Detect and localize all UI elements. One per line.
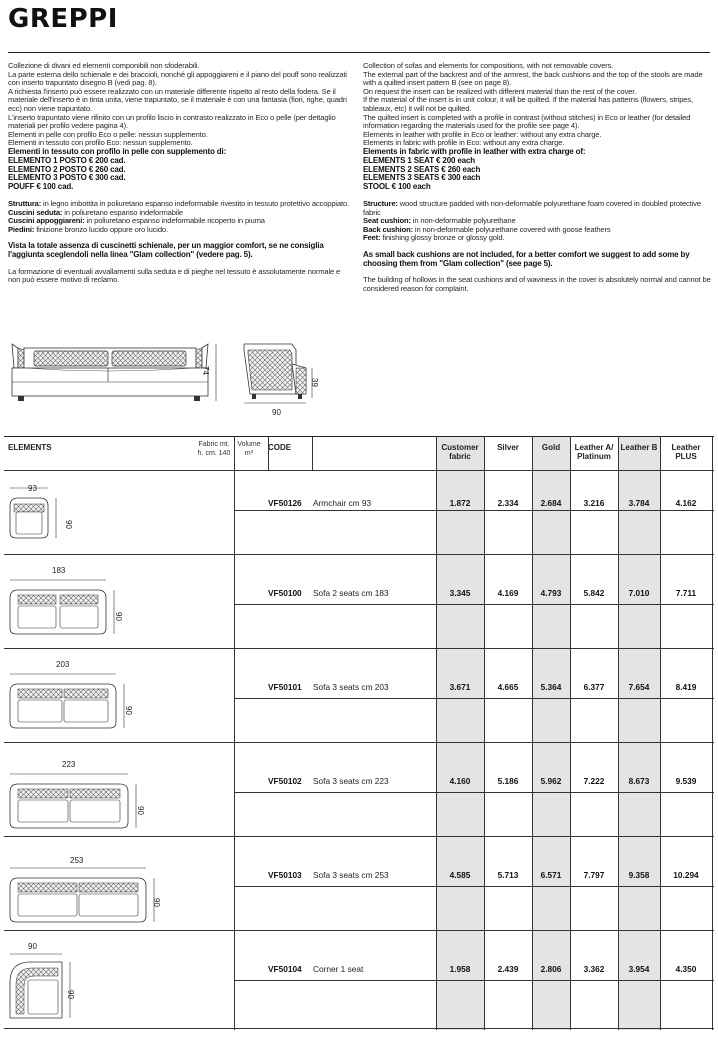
it-supplement-title: Elementi in tessuto con profilo in pelle con supplemento di: [8, 146, 227, 156]
row4-price-leather-b: 9.358 [628, 870, 650, 880]
en-line-1: The external part of the backrest and of the armrest, the back cushions and the top of the stools are made with a quilted insert pattern B (see on page 8). [363, 69, 703, 88]
row1-price-leather-b: 7.010 [628, 588, 650, 598]
it-line-3: L'inserto trapuntato viene rifinito con un profilo liscio in contrasto realizzato in Eco o pelle (per dettaglio materiali per profilo vedere pagina 4). [8, 112, 336, 131]
row0-desc: Armchair cm 93 [313, 498, 372, 508]
it-note: La formazione di eventuali avvallamenti sulla seduta e di pieghe nel tessuto è assolutamente normale e non può essere motivo di reclamo. [8, 266, 341, 285]
row3-width-label: 223 [62, 760, 76, 769]
en-note: The building of hollows in the seat cushions and of waviness in the cover is absolutely normal and cannot be considered reason for complaint. [363, 275, 711, 294]
en-line-0: Collection of sofas and elements for compositions, with not removable covers. [363, 61, 614, 70]
row0-price-leather-a: 3.216 [583, 498, 605, 508]
row0-price-silver: 2.334 [497, 498, 519, 508]
en-line-6: Elements in fabric with profile in Eco: without any extra charge. [363, 138, 565, 148]
row4-desc: Sofa 3 seats cm 253 [313, 870, 389, 880]
row4-depth-label: 90 [151, 898, 161, 907]
sofa-183-plan-drawing [6, 578, 126, 638]
row0-price-leather-b: 3.784 [628, 498, 650, 508]
vline-gold [532, 436, 533, 1030]
it-spec-2: Cuscini appoggiareni: in poliuretano espanso indeformabile ricoperto in piuma [8, 216, 265, 226]
row2-desc: Sofa 3 seats cm 203 [313, 682, 389, 692]
header-code: CODE [268, 443, 292, 452]
row4-width-label: 253 [70, 856, 84, 865]
row5-price-leather-plus: 4.350 [675, 964, 697, 974]
row5-price-gold: 2.806 [540, 964, 562, 974]
row2-price-leather-plus: 8.419 [675, 682, 697, 692]
row1-price-leather-plus: 7.711 [675, 588, 697, 598]
shade-gold [532, 436, 570, 1030]
row2-price-leather-b: 7.654 [628, 682, 650, 692]
en-supplement-1: ELEMENTS 2 SEATS € 260 each [363, 164, 481, 174]
row0-price-customer: 1.872 [449, 498, 471, 508]
en-spec-0: Structure: wood structure padded with non-deformable polyurethane foam covered in doubled protective fabric [363, 198, 701, 217]
hline-r1-mid [234, 604, 714, 605]
row5-price-customer: 1.958 [449, 964, 471, 974]
intro-italian [8, 62, 354, 285]
en-line-2: On request the insert can be realized with different material than the rest of the cover. [363, 86, 637, 96]
row0-code: VF50126 [268, 498, 302, 508]
en-note-bold: As small back cushions are not included, for a better comfort we suggest to add some by choosing them from "Glam collection" (see page 5). [363, 249, 690, 268]
hero-seat-height-label: 39 [309, 378, 319, 387]
row4-code: VF50103 [268, 870, 302, 880]
hline-bottom [4, 1028, 714, 1029]
header-leather-plus: Leather PLUS [671, 443, 701, 461]
sofa-253-plan-drawing [6, 866, 171, 926]
it-line-1: La parte esterna dello schienale e dei braccioli, nonché gli appoggiareni e il piano del pouff sono realizzati con inserto trapuntato disegno B (vedi pag. 8). [8, 69, 347, 88]
hero-height-label: 74 [200, 366, 210, 375]
row5-price-leather-b: 3.954 [628, 964, 650, 974]
row5-desc: Corner 1 seat [313, 964, 364, 974]
vline-leather-b [618, 436, 619, 1030]
sofa-223-plan-drawing [6, 772, 151, 832]
it-line-0: Collezione di divani ed elementi componibili non sfoderabili. [8, 61, 200, 70]
row5-price-leather-a: 3.362 [583, 964, 605, 974]
row3-price-customer: 4.160 [449, 776, 471, 786]
en-supplement-0: ELEMENTS 1 SEAT € 200 each [363, 155, 475, 165]
vline-volume [234, 436, 235, 1030]
vline-right [712, 436, 713, 1030]
en-supplement-2: ELEMENTS 3 SEATS € 300 each [363, 173, 481, 183]
hline-r4-mid [234, 886, 714, 887]
row2-price-gold: 5.364 [540, 682, 562, 692]
hline-r5-mid [234, 980, 714, 981]
shade-customer [436, 436, 484, 1030]
row3-code: VF50102 [268, 776, 302, 786]
sofa-203-plan-drawing [6, 672, 136, 732]
row1-price-gold: 4.793 [540, 588, 562, 598]
it-spec-1: Cuscini seduta: in poliuretano espanso indeformabile [8, 207, 183, 217]
row1-price-leather-a: 5.842 [583, 588, 605, 598]
it-spec-3: Piedini: finizione bronzo lucido oppure oro lucido. [8, 224, 168, 234]
row2-code: VF50101 [268, 682, 302, 692]
header-leather-b: Leather B [620, 443, 658, 452]
corner-plan-drawing [6, 952, 86, 1026]
header-volume: Volume [237, 441, 261, 448]
header-fabric-unit: h. cm. 140 [197, 450, 231, 457]
it-line-4: Elementi in pelle con profilo Eco o pelle: nessun supplemento. [8, 129, 208, 139]
vline-code [268, 436, 269, 470]
shade-leather-b [618, 436, 660, 1030]
en-spec-3: Feet: finishing glossy bronze or glossy gold. [363, 233, 505, 243]
vline-customer [436, 436, 437, 1030]
row2-price-silver: 4.665 [497, 682, 519, 692]
hline-r2-mid [234, 698, 714, 699]
hline-header [4, 470, 714, 471]
row0-price-leather-plus: 4.162 [675, 498, 697, 508]
row1-code: VF50100 [268, 588, 302, 598]
hline-r3-mid [234, 792, 714, 793]
en-line-4: The quilted insert is completed with a profile in contrast (without stitches) in Eco or leather (for detailed information regarding the materials used for the profile see page 4). [363, 112, 691, 131]
intro-english [363, 62, 713, 294]
en-supplement-title: Elements in fabric with profile in leather with extra charge of: [363, 146, 586, 156]
row4-price-silver: 5.713 [497, 870, 519, 880]
header-gold: Gold [541, 443, 561, 452]
hline-r0-mid [234, 510, 714, 511]
it-spec-0: Struttura: in legno imbottita in poliuretano espanso indeformabile rivestito in tessuto protettivo accoppiato. [8, 198, 350, 208]
row2-depth-label: 90 [123, 706, 133, 715]
row5-code: VF50104 [268, 964, 302, 974]
row4-price-leather-a: 7.797 [583, 870, 605, 880]
vline-leather-plus [660, 436, 661, 1030]
brand-title: GREPPI [8, 4, 118, 34]
row1-depth-label: 90 [113, 612, 123, 621]
en-line-3: If the material of the insert is in unit colour, it will be quilted. If the material has patterns (flowers, stripes, tableaux, etc) it will not be quilted. [363, 95, 693, 113]
armchair-plan-drawing [6, 484, 86, 542]
row2-width-label: 203 [56, 660, 70, 669]
table-header [4, 436, 714, 470]
hline-r3 [4, 836, 714, 837]
row0-depth-label: 90 [63, 520, 73, 529]
row4-price-gold: 6.571 [540, 870, 562, 880]
en-spec-2: Back cushion: in non-deformable polyurethane covered with goose feathers [363, 224, 611, 234]
it-line-2: A richiesta l'inserto può essere realizzato con un materiale differente rispetto al resto della fodera. Se il materiale dell'inserto è in tinta unita, viene trapuntato, se il materiale è con una fantasia (fiori, righe, quadri ecc) non viene trapuntato. [8, 86, 347, 113]
hline-r2 [4, 742, 714, 743]
it-note-bold: Vista la totale assenza di cuscinetti schienale, per un maggior comfort, se ne consiglia l'aggiunta sceglendoli nella linea "Glam collection" (vedere pag. 5). [8, 241, 324, 260]
en-spec-1: Seat cushion: in non-deformable polyurethane [363, 216, 516, 226]
row4-price-customer: 4.585 [449, 870, 471, 880]
it-line-5: Elementi in tessuto con profilo Eco: nessun supplemento. [8, 138, 193, 148]
row3-price-leather-a: 7.222 [583, 776, 605, 786]
row0-price-gold: 2.684 [540, 498, 562, 508]
en-supplement-3: STOOL € 100 each [363, 182, 431, 192]
row3-price-leather-b: 8.673 [628, 776, 650, 786]
row3-price-silver: 5.186 [497, 776, 519, 786]
row3-price-leather-plus: 9.539 [675, 776, 697, 786]
row3-desc: Sofa 3 seats cm 223 [313, 776, 389, 786]
hero-depth-label: 90 [272, 408, 281, 417]
top-divider [8, 52, 710, 53]
price-table [4, 436, 714, 1030]
it-supplement-3: POUFF € 100 cad. [8, 182, 74, 192]
row5-depth-label: 90 [65, 990, 75, 999]
vline-leather-a [570, 436, 571, 1030]
row3-depth-label: 90 [135, 806, 145, 815]
header-silver: Silver [497, 443, 519, 452]
row2-price-leather-a: 6.377 [583, 682, 605, 692]
header-customer: Customer fabric [441, 443, 479, 461]
it-supplement-0: ELEMENTO 1 POSTO € 200 cad. [8, 155, 126, 165]
en-line-5: Elements in leather with profile in Eco or leather: without any extra charge. [363, 129, 602, 139]
row1-desc: Sofa 2 seats cm 183 [313, 588, 389, 598]
hline-r4 [4, 930, 714, 931]
row1-width-label: 183 [52, 566, 66, 575]
row1-price-silver: 4.169 [497, 588, 519, 598]
header-volume-unit: m³ [244, 450, 254, 457]
it-supplement-2: ELEMENTO 3 POSTO € 300 cad. [8, 173, 126, 183]
row1-price-customer: 3.345 [449, 588, 471, 598]
row5-width-label: 90 [28, 942, 37, 951]
header-elements: ELEMENTS [8, 443, 52, 452]
sofa-side-drawing [240, 340, 332, 406]
row3-price-gold: 5.962 [540, 776, 562, 786]
vline-desc [312, 436, 313, 470]
row4-price-leather-plus: 10.294 [673, 870, 699, 880]
header-fabric: Fabric mt. [198, 441, 230, 448]
sofa-front-drawing [8, 338, 220, 406]
it-supplement-1: ELEMENTO 2 POSTO € 260 cad. [8, 164, 126, 174]
hline-r1 [4, 648, 714, 649]
row5-price-silver: 2.439 [497, 964, 519, 974]
header-leather-a: Leather A/ Platinum [574, 443, 614, 461]
row0-width-label: 93 [28, 484, 37, 493]
vline-silver [484, 436, 485, 1030]
hline-r0 [4, 554, 714, 555]
row2-price-customer: 3.671 [449, 682, 471, 692]
